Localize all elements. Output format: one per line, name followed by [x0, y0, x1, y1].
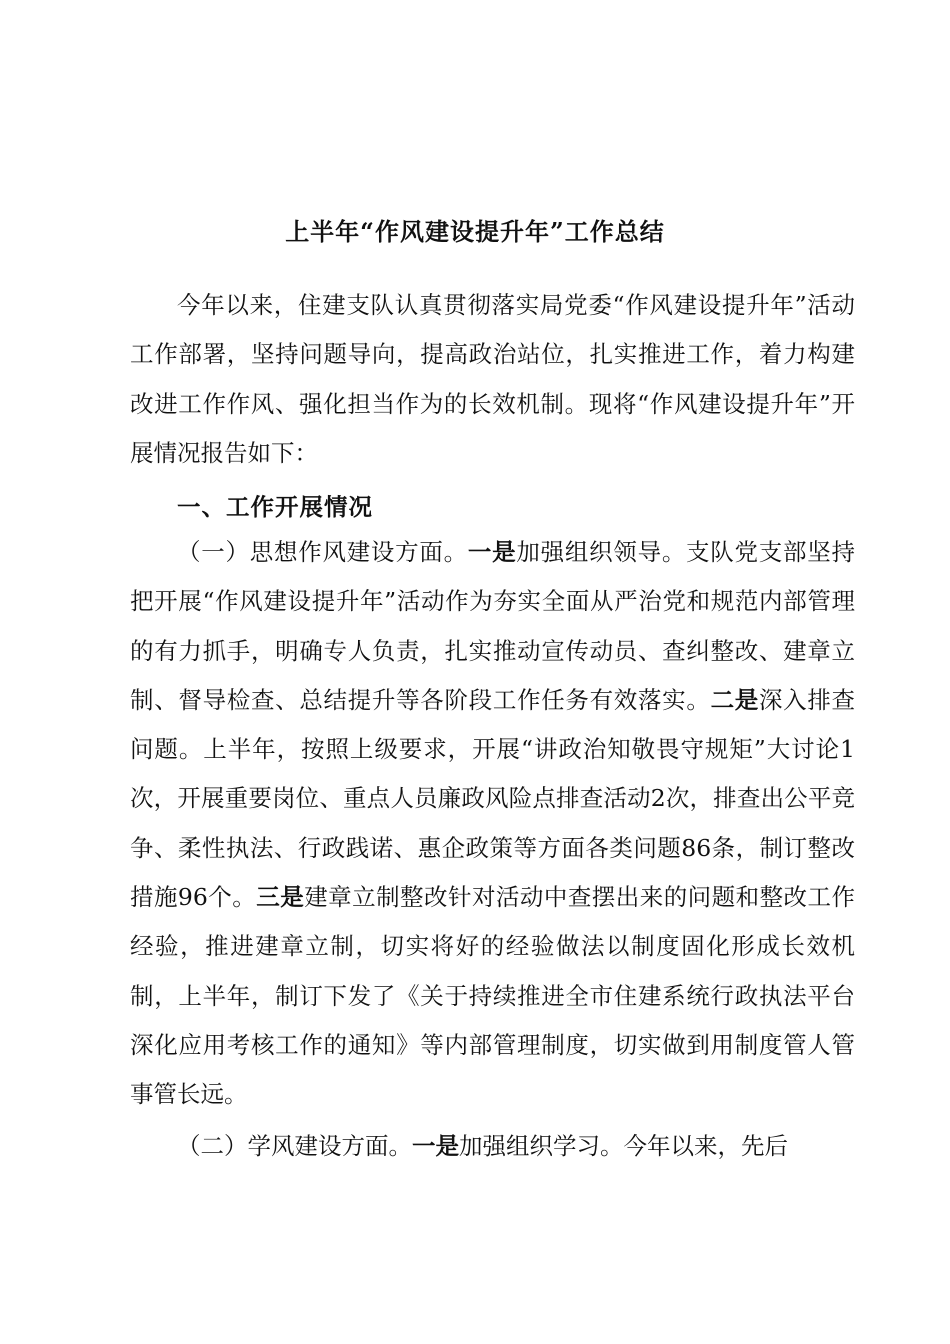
item-1-point-2-label: 二是	[710, 685, 759, 714]
item-2-lead: （二）学风建设方面。	[177, 1132, 412, 1160]
item-1-point-1-text: 加强组织领导。支队党支部坚持把开展“作风建设提升年”活动作为夯实全面从严治党和规范内部管理的有力抓手，明确专人负责，扎实推动宣传动员、查纠整改、建章立制、督导检查、总结提升等各阶段工作任务有效落实。	[130, 538, 856, 714]
item-1-lead: （一）思想作风建设方面。	[177, 538, 468, 566]
item-1-point-1-label: 一是	[467, 538, 517, 566]
document-title: 上半年“作风建设提升年”工作总结	[285, 217, 665, 246]
item-2-point-1-label: 一是	[412, 1132, 459, 1160]
item-2-paragraph	[130, 1122, 855, 1171]
item-2-point-1-text: 加强组织学习。今年以来，先后	[459, 1132, 788, 1160]
section-heading: 一、工作开展情况	[177, 493, 373, 521]
item-1-point-2-text: 深入排查问题。上半年，按照上级要求，开展“讲政治知敬畏守规矩”大讨论1次，开展重要岗位、重点人员廉政风险点排查活动2次，排查出公平竞争、柔性执法、行政践诺、惠企政策等方面各类问题86条，制订整改措施96个。	[130, 685, 856, 912]
item-1-paragraph	[130, 528, 855, 1120]
item-1-point-3-label: 三是	[256, 883, 305, 912]
item-1-point-3-text: 建章立制整改针对活动中查摆出来的问题和整改工作经验，推进建章立制，切实将好的经验做法以制度固化形成长效机制，上半年，制订下发了《关于持续推进全市住建系统行政执法平台深化应用考核工作的通知》等内部管理制度，切实做到用制度管人管事管长远。	[130, 883, 855, 1109]
intro-paragraph: 今年以来，住建支队认真贯彻落实局党委“作风建设提升年”活动工作部署，坚持问题导向，提高政治站位，扎实推进工作，着力构建改进工作作风、强化担当作为的长效机制。现将“作风建设提升年”开展情况报告如下：	[130, 291, 855, 467]
